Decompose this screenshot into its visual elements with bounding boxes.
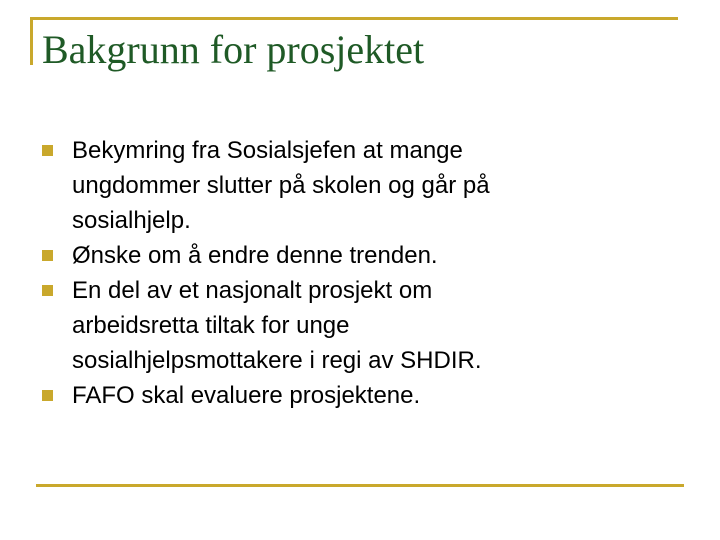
bullet-line: sosialhjelp. xyxy=(72,207,191,234)
square-bullet-icon xyxy=(42,390,53,401)
bullet-item xyxy=(42,273,662,378)
bullet-line: arbeidsretta tiltak for unge xyxy=(72,312,350,339)
slide-title: Bakgrunn for prosjektet xyxy=(42,27,425,72)
bullet-list xyxy=(42,133,662,413)
square-bullet-icon xyxy=(42,145,53,156)
bullet-line: Bekymring fra Sosialsjefen at mange xyxy=(72,137,463,164)
bullet-line: sosialhjelpsmottakere i regi av SHDIR. xyxy=(72,347,482,374)
bullet-line: ungdommer slutter på skolen og går på xyxy=(72,172,490,199)
bullet-item xyxy=(42,133,662,238)
bullet-item xyxy=(42,238,662,273)
frame-top-rule xyxy=(30,17,678,20)
frame-bottom-rule xyxy=(36,484,684,487)
square-bullet-icon xyxy=(42,250,53,261)
bullet-line: Ønske om å endre denne trenden. xyxy=(72,242,438,269)
bullet-line: En del av et nasjonalt prosjekt om xyxy=(72,277,433,304)
bullet-line: FAFO skal evaluere prosjektene. xyxy=(72,382,421,409)
frame-left-rule xyxy=(30,17,33,65)
square-bullet-icon xyxy=(42,285,53,296)
bullet-item xyxy=(42,378,662,413)
